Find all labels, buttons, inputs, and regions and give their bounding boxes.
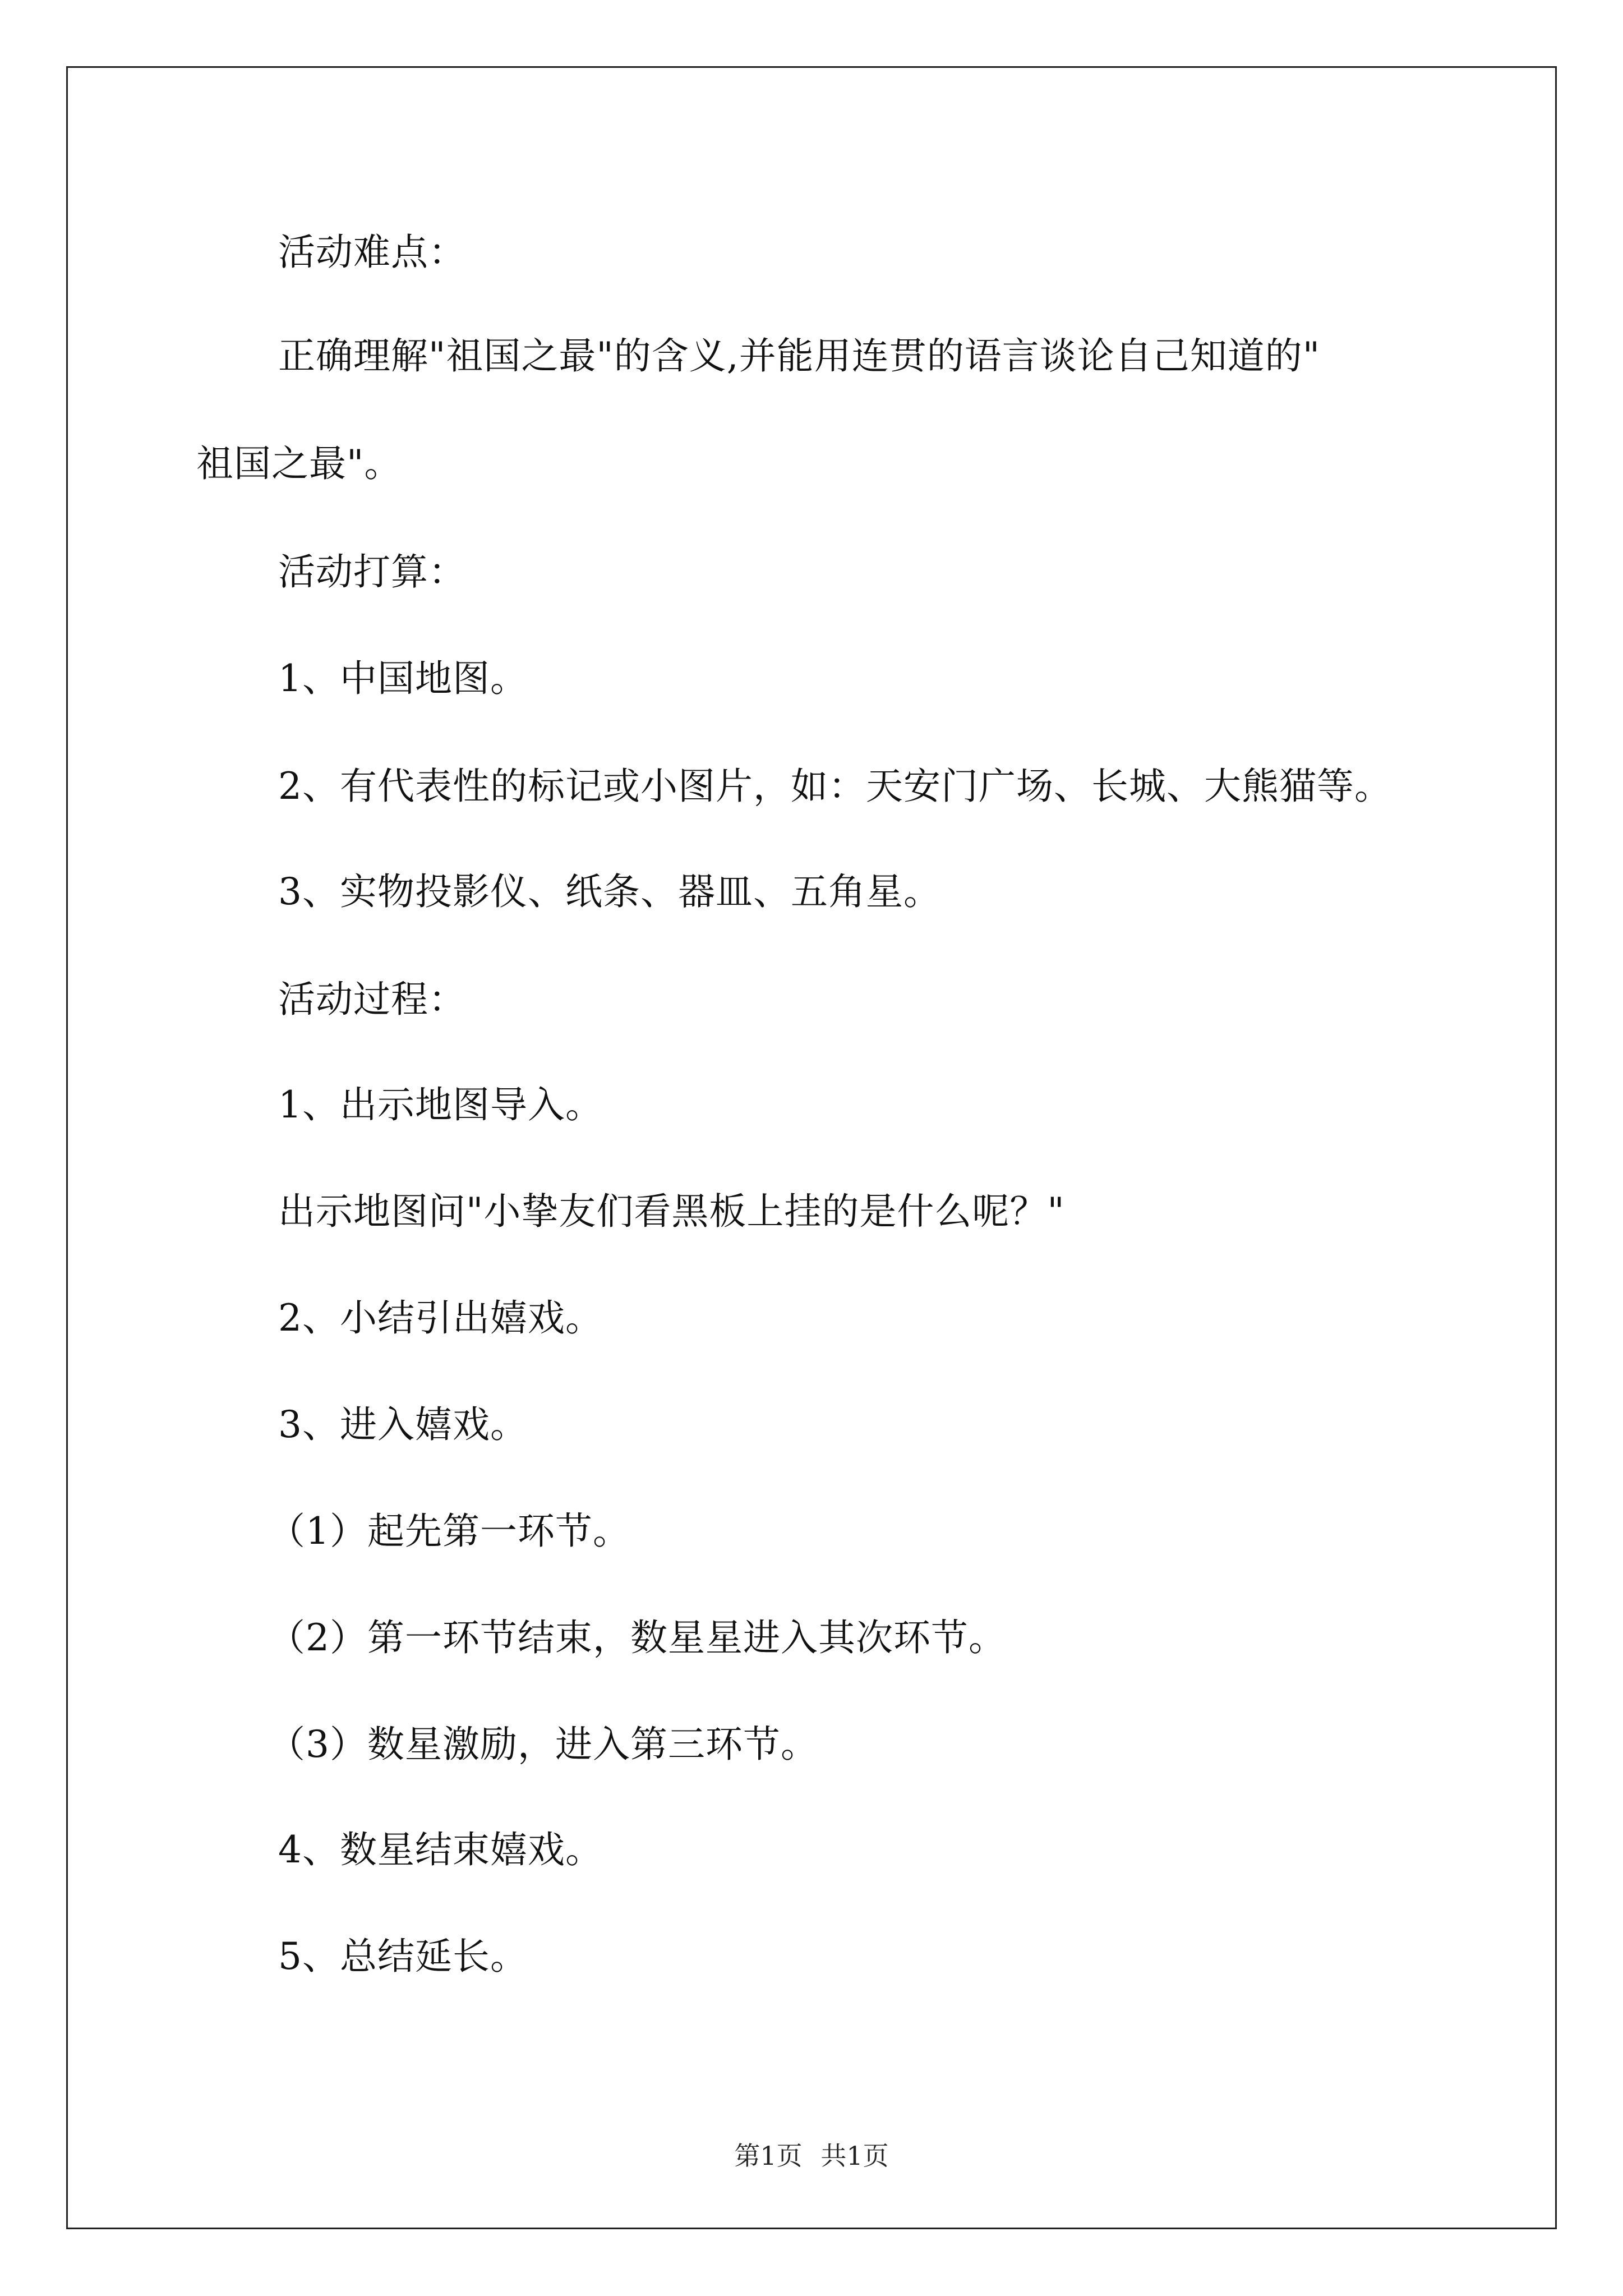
text-line: （3）数星激励，进入第三环节。	[268, 1723, 818, 1766]
text-line: 活动过程：	[278, 978, 466, 1021]
text-line: 3、进入嬉戏。	[278, 1403, 528, 1446]
text-line: （2）第一环节结束，数星星进入其次环节。	[268, 1616, 1006, 1659]
text-line: 正确理解"祖国之最"的含义,并能用连贯的语言谈论自己知道的"	[278, 334, 1321, 378]
text-line: 2、有代表性的标记或小图片，如：天安门广场、长城、大熊猫等。	[278, 765, 1392, 808]
text-line: 1、出示地图导入。	[278, 1083, 603, 1126]
text-line: 活动打算：	[278, 550, 466, 593]
text-line: 出示地图问"小挚友们看黑板上挂的是什么呢？"	[278, 1190, 1065, 1233]
page-footer	[0, 2139, 1623, 2173]
text-line: 4、数星结束嬉戏。	[278, 1828, 603, 1871]
text-line: （1）起先第一环节。	[268, 1510, 630, 1553]
text-line: 1、中国地图。	[278, 657, 528, 700]
text-line: 3、实物投影仪、纸条、器皿、五角星。	[278, 870, 941, 913]
text-line: 祖国之最"。	[196, 442, 402, 485]
text-line: 活动难点：	[278, 231, 466, 274]
page-number-total: 共1页	[820, 2141, 889, 2171]
text-line: 5、总结延长。	[278, 1935, 528, 1978]
text-line: 2、小结引出嬉戏。	[278, 1296, 603, 1340]
page-frame	[66, 66, 1557, 2229]
page-number-current: 第1页	[734, 2141, 803, 2171]
